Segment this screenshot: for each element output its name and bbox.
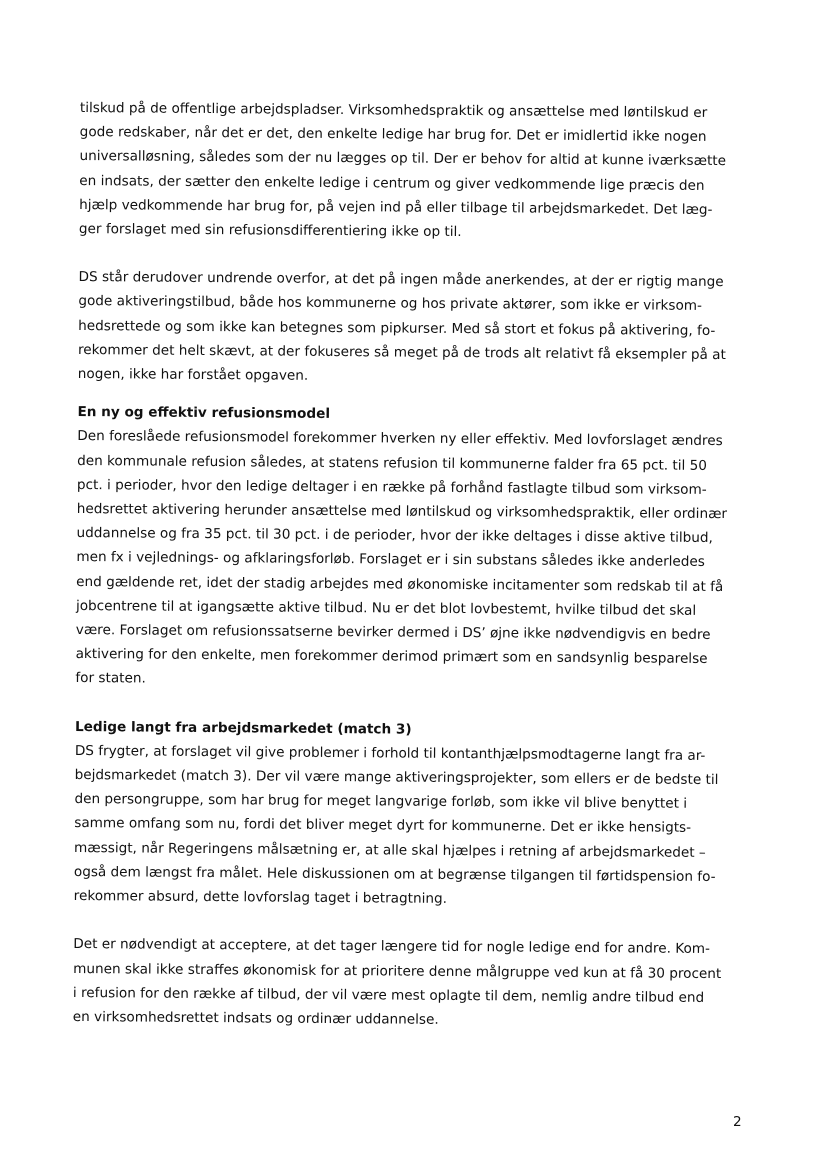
text-line: hedsrettet aktivering herunder ansættelse med løntilskud og virksomhedspraktik, eller ordinær xyxy=(76,501,728,523)
text-line: DS frygter, at forslaget vil give problemer i forhold til kontanthjælpsmodtagerne langt fra ar- xyxy=(74,742,706,764)
text-line: aktivering for den enkelte, men forekommer derimod primært som en sandsynlig besparelse xyxy=(75,646,708,668)
text-line: end gældende ret, idet der stadig arbejdes med økonomiske incitamenter som redskab til at få xyxy=(76,573,724,595)
text-line: rekommer det helt skævt, at der fokuseres så meget på de trods alt relativt få eksempler på at xyxy=(77,341,726,363)
text-line: hedsrettede og som ikke kan betegnes som pipkurser. Med så stort et fokus på aktivering, fo- xyxy=(78,317,716,339)
text-line: nogen, ikke har forstået opgaven. xyxy=(77,366,309,384)
text-line: en virksomhedsrettet indsats og ordinær uddannelse. xyxy=(72,1008,439,1028)
text-line: den persongruppe, som har brug for meget langvarige forløb, som ikke vil blive benyttet i xyxy=(74,791,688,813)
section-heading-ledige-langt-fra-arbejdsmarkedet: Ledige langt fra arbejdsmarkedet (match 3) xyxy=(74,718,412,738)
text-line: jobcentrene til at igangsætte aktive tilbud. Nu er det blot lovbestemt, hvilke tilbud det skal xyxy=(75,597,697,619)
text-line: hjælp vedkommende har brug for, på vejen ind på eller tilbage til arbejdsmarkedet. Det læg- xyxy=(79,196,713,218)
text-line: ger forslaget med sin refusionsdifferentiering ikke op til. xyxy=(78,221,462,241)
text-line: bejdsmarkedet (match 3). Der vil være mange aktiveringsprojekter, som ellers er de bedste til xyxy=(74,767,719,789)
text-line: universalløsning, således som der nu lægges op til. Der er behov for altid at kunne iværksætte xyxy=(79,148,727,170)
text-line: munen skal ikke straffes økonomisk for at prioritere denne målgruppe ved kun at få 30 procent xyxy=(73,960,722,982)
text-line: tilskud på de offentlige arbejdspladser. Virksomhedspraktik og ansættelse med løntilskud er xyxy=(79,99,708,121)
text-line: gode aktiveringstilbud, både hos kommunerne og hos private aktører, som ikke er virksom- xyxy=(78,293,703,315)
text-line: DS står derudover undrende overfor, at det på ingen måde anerkendes, at der er rigtig mange xyxy=(78,269,724,291)
paragraph-2 xyxy=(78,265,751,391)
text-line: den kommunale refusion således, at statens refusion til kommunerne falder fra 65 pct. til 50 xyxy=(77,452,708,474)
paragraph-4 xyxy=(74,739,747,914)
text-line: rekommer absurd, dette lovforslag taget i betragtning. xyxy=(73,888,448,908)
document-page xyxy=(73,96,752,1034)
text-line: gode redskaber, når det er det, den enkelte ledige har brug for. Det er imidlertid ikke nogen xyxy=(79,124,707,146)
paragraph-5 xyxy=(73,932,746,1034)
paragraph-1 xyxy=(79,96,752,246)
text-line: for staten. xyxy=(75,670,146,688)
text-line: i refusion for den række af tilbud, der vil være mest oplagte til dem, nemlig andre tilbud end xyxy=(72,984,705,1006)
text-line: pct. i perioder, hvor den ledige deltager i en række på forhånd fastlagte tilbud som virksom- xyxy=(76,476,707,498)
paragraph-3 xyxy=(75,424,749,696)
text-line: men fx i vejlednings- og afklaringsforløb. Forslaget er i sin substans således ikke anderledes xyxy=(76,549,705,571)
page-number: 2 xyxy=(733,1114,742,1130)
text-line: en indsats, der sætter den enkelte ledige i centrum og giver vedkommende lige præcis den xyxy=(79,172,705,194)
text-line: være. Forslaget om refusionssatserne bevirker dermed i DS’ øjne ikke nødvendigvis en bedre xyxy=(75,622,711,644)
text-line: samme omfang som nu, fordi det bliver meget dyrt for kommunerne. Det er ikke hensigts- xyxy=(74,815,692,837)
text-line: Den foreslåede refusionsmodel forekommer hverken ny eller effektiv. Med lovforslaget ændres xyxy=(77,428,723,450)
text-line: mæssigt, når Regeringens målsætning er, at alle skal hjælpes i retning af arbejdsmarkedet – xyxy=(74,839,706,861)
text-line: også dem længst fra målet. Hele diskussionen om at begrænse tilgangen til førtidspension fo- xyxy=(73,863,716,885)
text-line: Det er nødvendigt at acceptere, at det tager længere tid for nogle ledige end for andre. Kom- xyxy=(73,936,711,958)
section-heading-refusionsmodel: En ny og effektiv refusionsmodel xyxy=(77,404,331,423)
text-line: uddannelse og fra 35 pct. til 30 pct. i de perioder, hvor der ikke deltages i disse aktive tilbud, xyxy=(76,525,713,547)
